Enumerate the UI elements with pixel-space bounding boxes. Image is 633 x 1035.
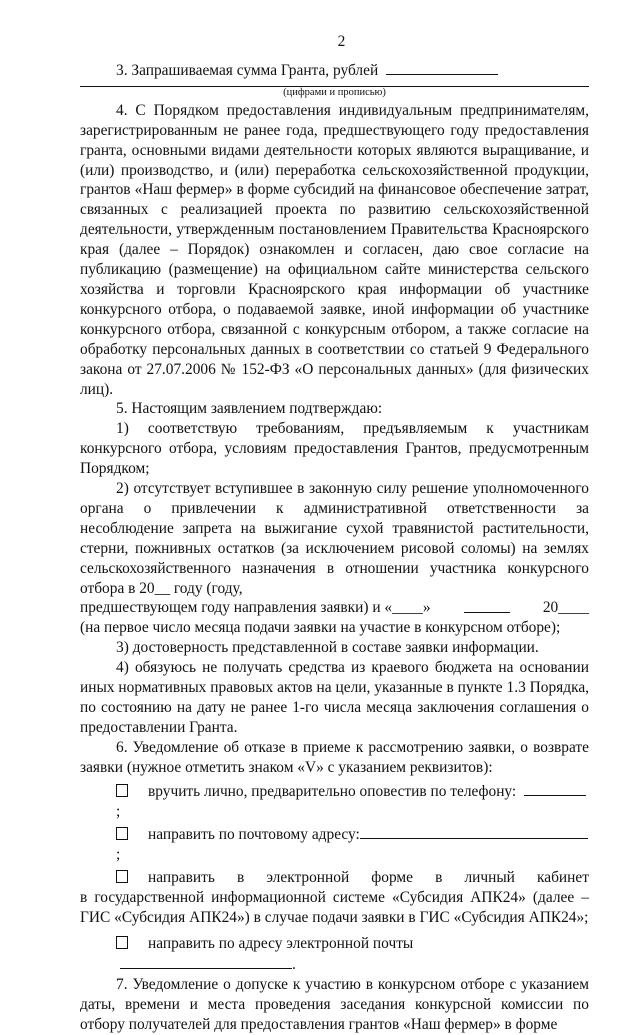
admission-notice-paragraph: 7. Уведомление о допуске к участию в конкурсном отборе с указанием даты, времени и места проведения заседания конкурсной комиссии по отбору получателей для предоставления грантов «Наш фермер» в форме — [80, 975, 589, 1033]
confirm-item-2 — [80, 479, 589, 598]
notice-heading: 6. Уведомление об отказе в приеме к рассмотрению заявки, о возврате заявки (нужное отметить знаком «V» с указанием реквизитов): — [80, 738, 589, 776]
confirm-heading: 5. Настоящим заявлением подтверждаю: — [116, 400, 383, 418]
option-in-person[interactable]: вручить лично, предварительно оповестив по телефону: ; — [80, 781, 589, 822]
word: личный — [464, 869, 515, 887]
checkbox[interactable] — [116, 936, 128, 949]
confirm-item-2-text: 2) отсутствует вступившее в законную силу решение уполномоченного органа о привлечении к административной ответственности за несоблюдение запрета на выжигание сухой травянистой растительности, стерни, пожнивных остатков (за исключением рисовой соломы) на землях сельскохозяйственного назначения в отношении участника конкурсного отбора в 20__ году (году, — [80, 480, 589, 597]
option-email-label: направить по адресу электронной почты — [148, 934, 414, 952]
confirm-item-4: 4) обязуюсь не получать средства из краевого бюджета на основании иных нормативных правовых актов на цели, указанные в пункте 1.3 Порядка, по состоянию на дату не ранее 1-го числа месяца заключения соглашения о предоставлении Гранта. — [80, 659, 589, 736]
option-in-person-label: вручить лично, предварительно оповестив по телефону: — [148, 782, 517, 800]
amount-caption: (цифрами и прописью) — [283, 86, 386, 98]
email-blank[interactable] — [120, 954, 292, 969]
checkbox[interactable] — [116, 827, 128, 840]
option-by-mail-label: направить по почтовому адресу: — [148, 826, 360, 844]
option-email[interactable]: направить по адресу электронной почты . — [80, 934, 589, 975]
confirm-item-2-date-line — [80, 598, 589, 618]
confirm-item-2-note: (на первое число месяца подачи заявки на участие в конкурсном отборе); — [80, 619, 561, 637]
option-electronic[interactable] — [80, 868, 589, 888]
checkbox[interactable] — [116, 870, 128, 883]
month-blank[interactable] — [464, 598, 510, 613]
grant-amount-line — [116, 60, 589, 81]
confirm-item-1: 1) соответствую требованиям, предъявляемым к участникам конкурсного отбора, условиям предоставления Грантов, предусмотренным Порядком; — [80, 420, 589, 478]
grant-amount-blank[interactable] — [386, 60, 498, 75]
option-electronic-rest: в государственной информационной системе «Субсидия АПК24» (далее – ГИС «Субсидия АПК24») в случае подачи заявки в ГИС «Субсидия АПК24»; — [80, 889, 589, 927]
confirm-item-3: 3) достоверность представленной в составе заявки информации. — [116, 639, 539, 657]
confirm-item-2-date-text: предшествующем году направления заявки) и «____» — [80, 599, 431, 617]
option-electronic-first-word — [116, 868, 215, 888]
phone-blank[interactable] — [524, 781, 586, 796]
word: кабинет — [537, 869, 589, 887]
confirm-item-2-year: 20____ — [542, 599, 589, 617]
word: форме — [371, 869, 413, 887]
postal-address-blank[interactable] — [360, 824, 588, 839]
option-by-mail[interactable]: направить по почтовому адресу:; — [80, 824, 589, 865]
checkbox[interactable] — [116, 784, 128, 797]
grant-amount-label: 3. Запрашиваемая сумма Гранта, рублей — [116, 61, 379, 79]
word: в — [435, 869, 443, 887]
word: направить — [148, 869, 215, 887]
consent-paragraph: 4. С Порядком предоставления индивидуальным предпринимателям, зарегистрированным не ранее года, предшествующего году предоставления гранта, основными видами деятельности которых являются выращивание, и (или) производство, и (или) переработка сельскохозяйственной продукции, грантов «Наш фермер» в форме субсидий на финансовое обеспечение затрат, связанных с реализацией проекта по развитию сельскохозяйственной деятельности, утвержденным постановлением Правительства Красноярского края (далее – Порядок) ознакомлен и согласен, даю свое согласие на публикацию (размещение) на официальном сайте министерства сельского хозяйства и торговли Красноярского края информации об участнике конкурсного отбора, о подаваемой заявке, иной информации об участнике конкурсного отбора, связанной с конкурсным отбором, а также согласие на обработку персональных данных в соответствии со статьей 9 Федерального закона от 27.07.2006 № 152-ФЗ «О персональных данных» (для физических лиц). — [80, 101, 589, 398]
word: в — [236, 869, 245, 887]
word: электронной — [266, 869, 350, 887]
page-number: 2 — [337, 33, 346, 50]
